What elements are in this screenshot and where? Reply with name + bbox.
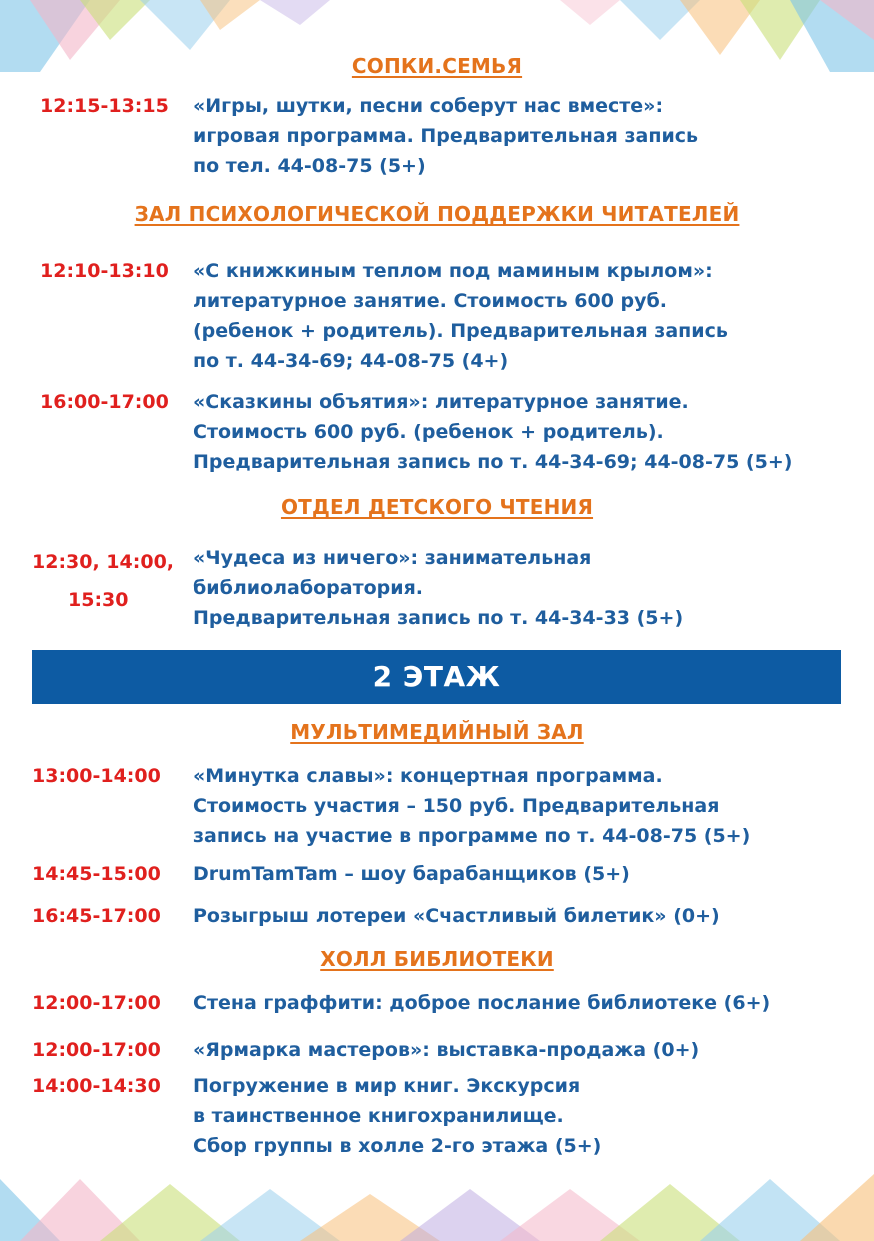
event-time: 12:15-13:15 [40,95,169,117]
event-time: 12:30, 14:00, [32,551,175,573]
event-time: 15:30 [68,589,129,611]
event-description: «С книжкиным теплом под маминым крылом»: литературное занятие. Стоимость 600 руб. (ребенок + родитель). Предварительная запись по т. 44-34-69; 44-08-75 (4+) [193,260,728,372]
section-title-hall: ХОЛЛ БИБЛИОТЕКИ [320,947,554,971]
event-description: «Минутка славы»: концертная программа. Стоимость участия – 150 руб. Предварительная запись на участие в программе по т. 44-08-75 (5+) [193,765,751,847]
event-description: «Чудеса из ничего»: занимательная библиолаборатория. Предварительная запись по т. 44-34-33 (5+) [193,547,684,629]
floor-banner: 2 ЭТАЖ [32,650,841,704]
event-description: DrumTamTam – шоу барабанщиков (5+) [193,863,630,885]
section-title-children: ОТДЕЛ ДЕТСКОГО ЧТЕНИЯ [280,495,594,519]
event-time: 12:00-17:00 [32,992,161,1014]
section-title-psych: ЗАЛ ПСИХОЛОГИЧЕСКОЙ ПОДДЕРЖКИ ЧИТАТЕЛЕЙ [134,202,740,226]
event-description: «Ярмарка мастеров»: выставка-продажа (0+) [193,1039,700,1061]
event-description: «Игры, шутки, песни соберут нас вместе»: игровая программа. Предварительная запись по тел. 44-08-75 (5+) [193,95,699,177]
event-time: 12:10-13:10 [40,260,169,282]
event-time: 13:00-14:00 [32,765,161,787]
event-time: 16:00-17:00 [40,391,169,413]
event-description: Розыгрыш лотереи «Счастливый билетик» (0+) [193,905,720,927]
event-time: 12:00-17:00 [32,1039,161,1061]
event-description: Стена граффити: доброе послание библиотеке (6+) [193,992,771,1014]
event-description: «Сказкины объятия»: литературное занятие. Стоимость 600 руб. (ребенок + родитель). Предварительная запись по т. 44-34-69; 44-08-75 (5+) [193,391,793,473]
event-description: Погружение в мир книг. Экскурсия в таинственное книгохранилище. Сбор группы в холле 2-го этажа (5+) [193,1075,602,1157]
section-title-sopki: СОПКИ.СЕМЬЯ [351,54,523,78]
event-time: 14:45-15:00 [32,863,161,885]
section-title-multimedia: МУЛЬТИМЕДИЙНЫЙ ЗАЛ [290,720,584,744]
event-time: 16:45-17:00 [32,905,161,927]
event-time: 14:00-14:30 [32,1075,161,1097]
